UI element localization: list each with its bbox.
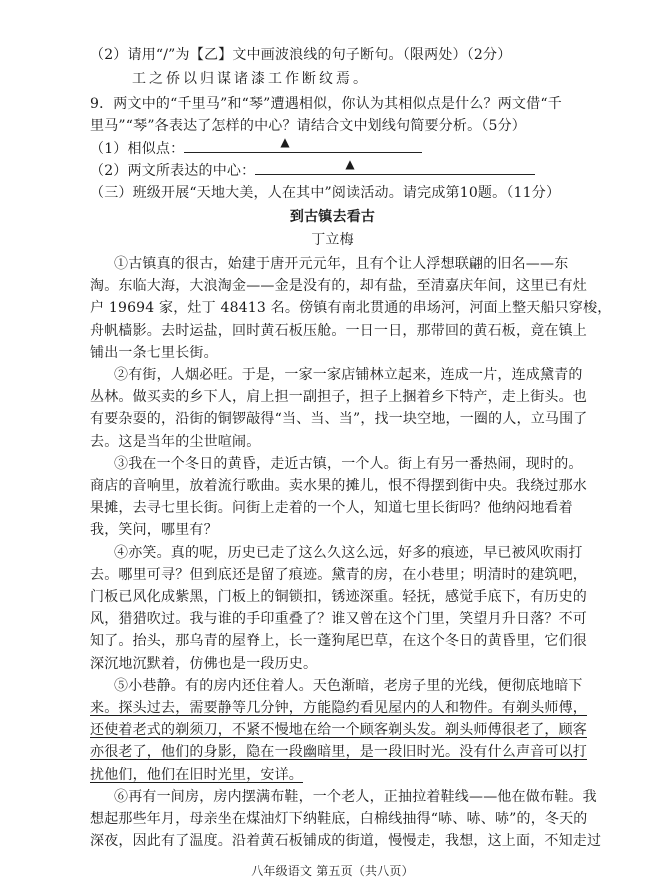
- article-line: ④亦笑。真的呢，历史已走了这么久这么远，好多的痕迹，早已被风吹雨打: [114, 544, 583, 561]
- article-line: 舟帆樯影。去时运盐，回时黄石板压舱。一日一日，那带回的黄石板，竟在镇上: [90, 322, 587, 339]
- article-line: 去。哪里可寻？但到底还是留了痕迹。黛青的房，在小巷里；明清时的建筑吧，: [90, 566, 587, 583]
- question-9-2: [90, 157, 535, 180]
- article-line: 深沉地沉默着，仿佛也是一段历史。: [90, 655, 318, 672]
- article-line: ⑥再有一间房，房内摆满布鞋，一个老人，正抽拉着鞋线——他在做布鞋。我: [114, 788, 597, 805]
- question-9-1-label: （1）相似点：: [90, 141, 185, 157]
- article-line: 果摊，去寻七里长街。问街上走着的一个人，知道七里长街吗？他纳闷地看着: [90, 500, 573, 517]
- article-line: 门板已风化成紫黑，门板上的铜锁扣，锈迹深重。轻抚，感觉手底下，有历史的: [90, 589, 587, 605]
- article-line: 来。探头过去，需要静等几分钟，方能隐约看见屋内的人和物件。有剃头师傅，: [90, 700, 587, 716]
- question-9-1: [90, 135, 422, 158]
- article-line: ②有街，人烟必旺。于是，一家一家店铺林立起来，连成一片，连成黛青的: [114, 367, 583, 383]
- question-9-line-1: 9．两文中的“千里马”和“琴”遭遇相似，你认为其相似点是什么？两文借“千: [90, 96, 562, 112]
- article-line: 户 19694 家，灶丁 48413 名。傍镇有南北贯通的串场河，河面上整天船只穿梭，: [90, 300, 612, 317]
- article-author: 丁立梅: [311, 232, 354, 248]
- article-line: 风，猎猎吹过。我与谁的手印重叠了？谁又曾在这个门里，笑望月升日落？不可: [90, 611, 587, 628]
- article-line: 扰他们，他们在旧时光里，安详。: [90, 766, 303, 783]
- page-footer: 八年级语文 第五页（共八页）: [251, 864, 414, 878]
- article-line: 我，笑问，哪里有？: [90, 522, 218, 539]
- question-9-line-2: 里马”“琴”各表达了怎样的中心？请结合文中划线句简要分析。（5分）: [90, 118, 526, 134]
- article-title: 到古镇去看古: [289, 209, 376, 225]
- article-line: 商店的音响里，放着流行歌曲。卖水果的摊儿，恨不得摆到街中央。我绕过那水: [90, 478, 587, 494]
- article-line: 有要杂耍的，沿街的铜锣敲得“当、当、当”，找一块空地，一圈的人，立马围了: [90, 411, 588, 428]
- article-line: 亦很老了，他们的身影，隐在一段幽暗里，是一段旧时光。没有什么声音可以打: [90, 744, 587, 761]
- article-line: 淘。东临大海，大浪淘金——金是没有的，却有盐，至清嘉庆年间，这里已有灶: [90, 278, 587, 295]
- question-9-2-label: （2）两文所表达的中心：: [90, 163, 256, 179]
- article-line: ⑤小巷静。有的房内还住着人。天色渐暗，老房子里的光线，便彻底地暗下: [114, 677, 583, 694]
- question-8-2: （2）请用“/”为【乙】文中画波浪线的句子断句。（限两处）（2分）: [90, 47, 512, 63]
- article-line: 想起那些年月，母亲坐在煤油灯下纳鞋底，白棉线抽得“哧、哧、哧”的，冬天的: [90, 811, 588, 827]
- article-line: 还使着老式的剃须刀，不紧不慢地在给一个顾客剃头发。剃头师傅很老了，顾客: [90, 722, 587, 739]
- section-3-heading: （三）班级开展“天地大美，人在其中”阅读活动。请完成第10题。（11分）: [90, 185, 561, 201]
- article-line: 知了。抬头，那乌青的屋脊上，长一蓬狗尾巴草，在这个冬日的黄昏里，它们很: [90, 633, 587, 650]
- answer-marker: ▲: [280, 135, 290, 149]
- article-line: ①古镇真的很古，始建于唐开元元年，且有个让人浮想联翩的旧名——东: [114, 256, 569, 272]
- article-line: ③我在一个冬日的黄昏，走近古镇，一个人。街上有另一番热闹，现时的。: [114, 455, 583, 472]
- answer-blank-1[interactable]: [184, 135, 422, 153]
- answer-marker: ▲: [345, 157, 355, 171]
- article-line: 铺出一条七里长街。: [90, 344, 218, 361]
- article-line: 去。这是当年的尘世喧闹。: [90, 433, 261, 450]
- article-line: 深夜，因此有了温度。沿着黄石板铺成的街道，慢慢走，我想，这上面，不知走过: [90, 833, 602, 850]
- article-line: 丛林。做买卖的乡下人，肩上担一副担子，担子上捆着乡下特产，走上街头。也: [90, 389, 587, 406]
- wavy-sentence: 工之侨以归谋诸漆工作断纹焉。: [132, 71, 370, 87]
- answer-blank-2[interactable]: [255, 157, 535, 175]
